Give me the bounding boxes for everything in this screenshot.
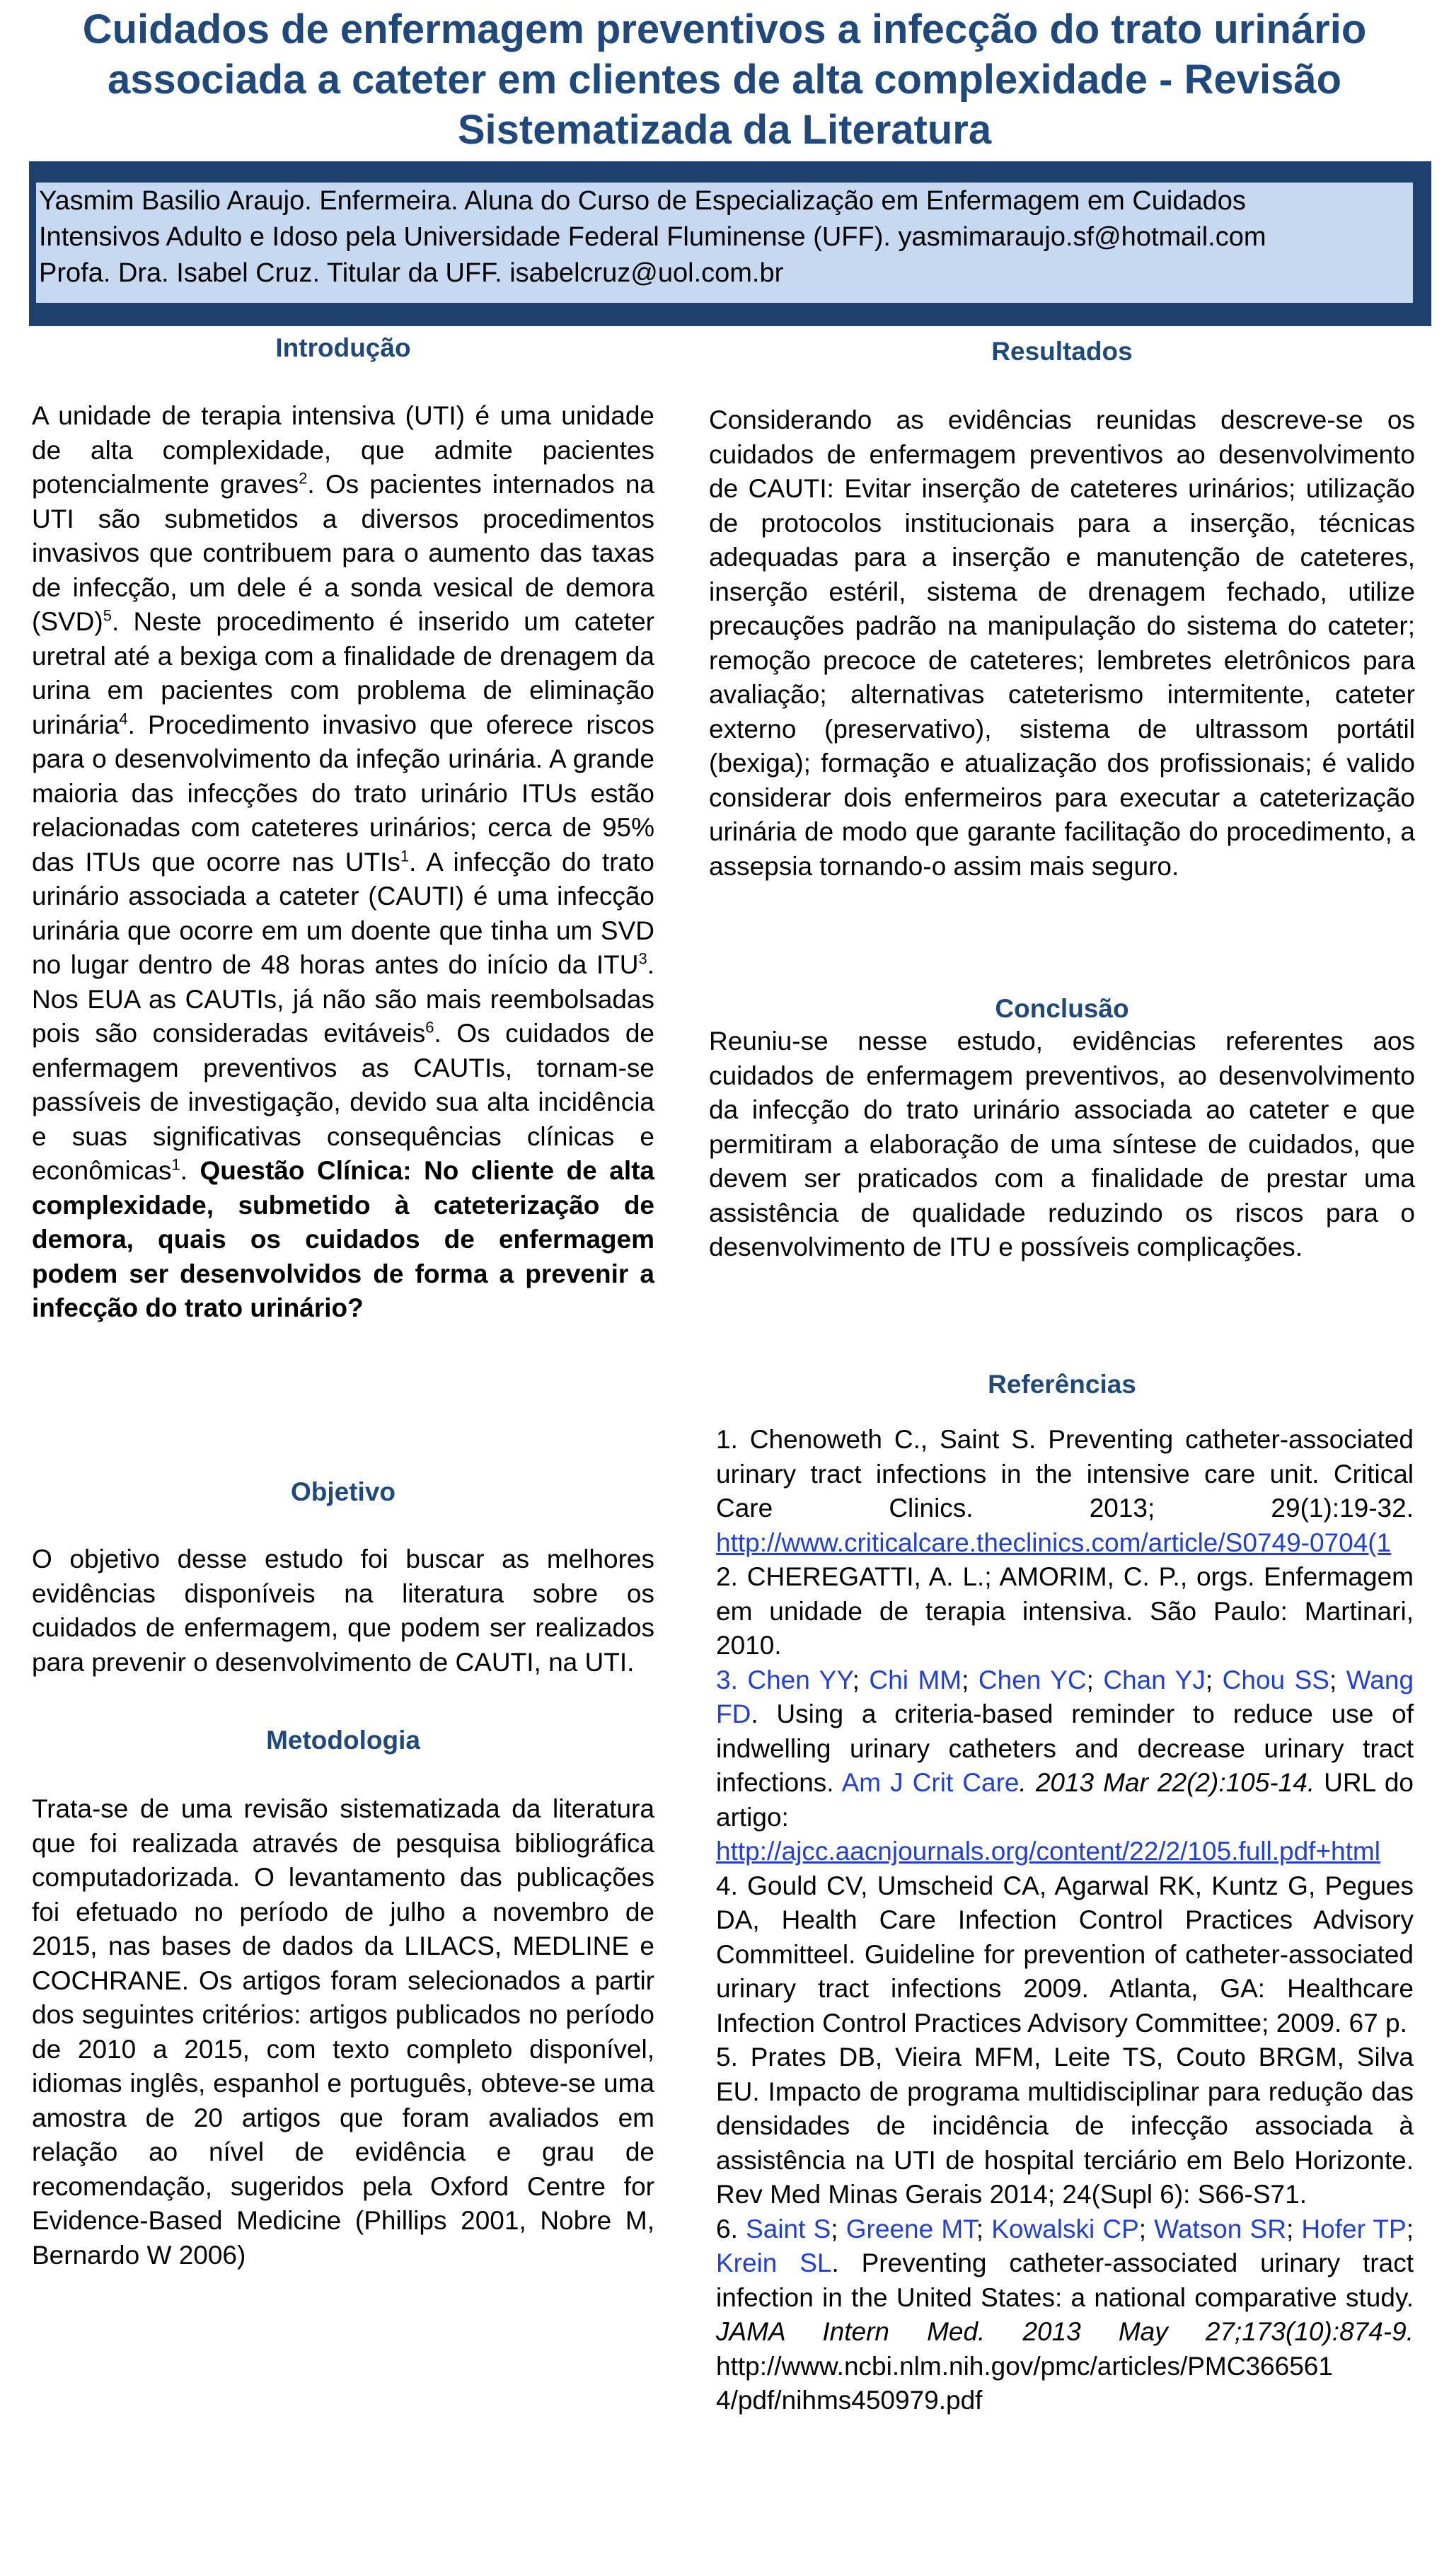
references-list bbox=[716, 1423, 1414, 2418]
author-link[interactable]: Saint S bbox=[746, 2214, 831, 2243]
intro-part: . Os cuidados de enfermagem preventivos as CAUTIs, tornam-se passíveis de investigação, devido sua alta incidência e suas significativas consequências clínicas e econômicas bbox=[32, 1019, 654, 1185]
citation-sup: 1 bbox=[400, 847, 410, 865]
reference-link[interactable]: http://www.criticalcare.theclinics.com/article/S0749-0704(1 bbox=[716, 1527, 1392, 1557]
metodologia-heading: Metodologia bbox=[266, 1726, 420, 1755]
reference-6: 6. Saint S; Greene MT; Kowalski CP; Watson SR; Hofer TP; Krein SL. Preventing catheter-associated urinary tract infection in the United States: a national comparative study. JAMA Intern Med. 2013 May 27;173(10):874-9. http://www.ncbi.nlm.nih.gov/pmc/articles/PMC366561 4/pdf/nihms450979.pdf bbox=[716, 2214, 1414, 2415]
citation-sup: 6 bbox=[425, 1018, 434, 1036]
author-line-3: Profa. Dra. Isabel Cruz. Titular da UFF. isabelcruz@uol.com.br bbox=[39, 258, 784, 288]
reference-2: 2. CHEREGATTI, A. L.; AMORIM, C. P., orgs. Enfermagem em unidade de terapia intensiva. São Paulo: Martinari, 2010. bbox=[716, 1562, 1414, 1660]
introducao-heading: Introdução bbox=[275, 333, 411, 362]
author-link[interactable]: Chen YY bbox=[747, 1665, 853, 1694]
author-link[interactable]: Watson SR bbox=[1154, 2214, 1286, 2243]
citation-sup: 3 bbox=[638, 949, 647, 968]
author-box bbox=[36, 183, 1413, 303]
reference-url-line-2[interactable]: 4/pdf/nihms450979.pdf bbox=[716, 2386, 983, 2415]
reference-journal: JAMA Intern Med. 2013 May 27;173(10):874-9. bbox=[716, 2317, 1414, 2346]
author-line-2: Intensivos Adulto e Idoso pela Universidade Federal Fluminense (UFF). yasmimaraujo.sf@hotmail.com bbox=[39, 222, 1266, 252]
metodologia-text: Trata-se de uma revisão sistematizada da literatura que foi realizada através de pesquisa bibliográfica computadorizada. O levantamento das publicações foi efetuado no período de julho a novembro de 2015, nas bases de dados da LILACS, MEDLINE e COCHRANE. Os artigos foram selecionados a partir dos seguintes critérios: artigos publicados no período de 2010 a 2015, com texto completo disponível, idiomas inglês, espanhol e português, obteve-se uma amostra de 20 artigos que foram avaliados em relação ao nível de evidência e grau de recomendação, sugeridos pela Oxford Centre for Evidence-Based Medicine (Phillips 2001, Nobre M, Bernardo W 2006) bbox=[32, 1794, 654, 2270]
reference-5: 5. Prates DB, Vieira MFM, Leite TS, Couto BRGM, Silva EU. Impacto de programa multidisciplinar para redução das densidades de incidência de infecção associada à assistência na UTI de hospital terciário em Belo Horizonte. Rev Med Minas Gerais 2014; 24(Supl 6): S66-S71. bbox=[716, 2043, 1414, 2209]
citation-sup: 5 bbox=[103, 606, 112, 625]
intro-part: . Nos EUA as CAUTIs, já não são mais reembolsadas pois são consideradas evitáveis bbox=[32, 950, 654, 1048]
reference-text: . Preventing catheter-associated urinary tract infection in the United States: a national comparative study. bbox=[716, 2248, 1414, 2312]
citation-sup: 4 bbox=[119, 710, 128, 728]
reference-link[interactable]: http://ajcc.aacnjournals.org/content/22/2/105.full.pdf+html bbox=[716, 1837, 1380, 1866]
reference-text: 1. Chenoweth C., Saint S. Preventing catheter-associated urinary tract infections in the intensive care unit. Critical Care Clinics. 2013; 29(1):19-32. bbox=[716, 1425, 1414, 1523]
citation-sup: 1 bbox=[171, 1155, 180, 1174]
intro-part: . Neste procedimento é inserido um cateter uretral até a bexiga com a finalidade de drenagem da urina em pacientes com problema de eliminação urinária bbox=[32, 607, 654, 739]
intro-part: . Procedimento invasivo que oferece riscos para o desenvolvimento da infeção urinária. A grande maioria das infecções do trato urinário ITUs estão relacionadas com cateteres urinários; cerca de 95% das ITUs que ocorre nas UTIs bbox=[32, 710, 654, 877]
author-link[interactable]: Hofer TP bbox=[1301, 2214, 1407, 2243]
author-link[interactable]: Chi MM bbox=[869, 1665, 962, 1694]
reference-number: 6. bbox=[716, 2214, 746, 2243]
author-link[interactable]: Chou SS bbox=[1222, 1665, 1329, 1694]
journal-link[interactable]: Am J Crit Care bbox=[841, 1768, 1020, 1797]
clinical-question: Questão Clínica: No cliente de alta complexidade, submetido à cateterização de demora, quais os cuidados de enfermagem podem ser desenvolvidos de forma a prevenir a infecção do trato urinário? bbox=[32, 1156, 654, 1322]
reference-issue: . 2013 Mar 22(2):105-14. bbox=[1019, 1768, 1315, 1797]
author-link[interactable]: Krein SL bbox=[716, 2248, 832, 2277]
author-link[interactable]: Chan YJ bbox=[1103, 1665, 1206, 1694]
author-link[interactable]: Chen YC bbox=[978, 1665, 1087, 1694]
poster-title: Cuidados de enfermagem preventivos a infecção do trato urinário associada a cateter em clientes de alta complexidade - Revisão Sistematizada da Literatura bbox=[82, 6, 1367, 153]
intro-part: . bbox=[180, 1156, 200, 1185]
introducao-text bbox=[32, 399, 654, 1326]
reference-3: 3. Chen YY; Chi MM; Chen YC; Chan YJ; Chou SS; Wang FD. Using a criteria-based reminder to reduce use of indwelling urinary catheters and decrease urinary tract infections. Am J Crit Care. 2013 Mar 22(2):105-14. URL do artigo: http://ajcc.aacnjournals.org/content/22/2/105.full.pdf+html bbox=[716, 1665, 1414, 1866]
intro-part: . Os pacientes internados na UTI são submetidos a diversos procedimentos invasivos que contribuem para o aumento das taxas de infecção, um dele é a sonda vesical de demora (SVD) bbox=[32, 470, 654, 636]
conclusao-heading: Conclusão bbox=[995, 994, 1129, 1023]
reference-number: 3. bbox=[716, 1665, 748, 1694]
objetivo-text: O objetivo desse estudo foi buscar as melhores evidências disponíveis na literatura sobre os cuidados de enfermagem, que podem ser realizados para prevenir o desenvolvimento de CAUTI, na UTI. bbox=[32, 1544, 654, 1677]
referencias-heading: Referências bbox=[988, 1370, 1136, 1399]
citation-sup: 2 bbox=[299, 469, 308, 487]
reference-text: . Using a criteria-based reminder to reduce use of indwelling urinary catheters and decrease urinary tract infections. bbox=[716, 1699, 1414, 1797]
resultados-text: Considerando as evidências reunidas descreve-se os cuidados de enfermagem preventivos ao desenvolvimento de CAUTI: Evitar inserção de cateteres urinários; utilização de protocolos institucionais para a inserção, técnicas adequadas para a inserção e manutenção de cateteres, inserção estéril, sistema de drenagem fechado, utilize precauções padrão na manipulação do sistema do cateter; remoção precoce de cateteres; lembretes eletrônicos para avaliação; alternativas cateterismo intermitente, cateter externo (preservativo), sistema de ultrassom portátil (bexiga); formação e atualização dos profissionais; é valido considerar dois enfermeiros para executar a cateterização urinária de modo que garante facilitação do procedimento, a assepsia tornando-o assim mais seguro. bbox=[709, 405, 1415, 881]
author-link[interactable]: Greene MT bbox=[845, 2214, 976, 2243]
reference-4: 4. Gould CV, Umscheid CA, Agarwal RK, Kuntz G, Pegues DA, Health Care Infection Control Practices Advisory Committeel. Guideline for prevention of catheter-associated urinary tract infections 2009. Atlanta, GA: Healthcare Infection Control Practices Advisory Committee; 2009. 67 p. bbox=[716, 1871, 1414, 2038]
reference-1 bbox=[716, 1423, 1414, 1560]
intro-part: . A infecção do trato urinário associada a cateter (CAUTI) é uma infecção urinária que ocorre em um doente que tinha um SVD no lugar dentro de 48 horas antes do início da ITU bbox=[32, 847, 654, 979]
intro-part: A unidade de terapia intensiva (UTI) é uma unidade de alta complexidade, que admite pacientes potencialmente graves bbox=[32, 401, 654, 499]
resultados-heading: Resultados bbox=[991, 337, 1133, 366]
author-link[interactable]: Wang FD bbox=[716, 1665, 1414, 1728]
objetivo-heading: Objetivo bbox=[290, 1477, 396, 1506]
conclusao-text: Reuniu-se nesse estudo, evidências referentes aos cuidados de enfermagem preventivos, ao desenvolvimento da infecção do trato urinário associada ao cateter e que permitiram a elaboração de uma síntese de cuidados, que devem ser praticados com a finalidade de prestar uma assistência de qualidade reduzindo os riscos para o desenvolvimento de ITU e possíveis complicações. bbox=[709, 1027, 1415, 1261]
author-line-1: Yasmim Basilio Araujo. Enfermeira. Aluna do Curso de Especialização em Enfermagem em Cuidados bbox=[39, 186, 1246, 216]
reference-url-line-1[interactable]: http://www.ncbi.nlm.nih.gov/pmc/articles/PMC366561 bbox=[716, 2351, 1333, 2381]
author-link[interactable]: Kowalski CP bbox=[991, 2214, 1139, 2243]
reference-url-label: URL do artigo: bbox=[716, 1768, 1414, 1832]
